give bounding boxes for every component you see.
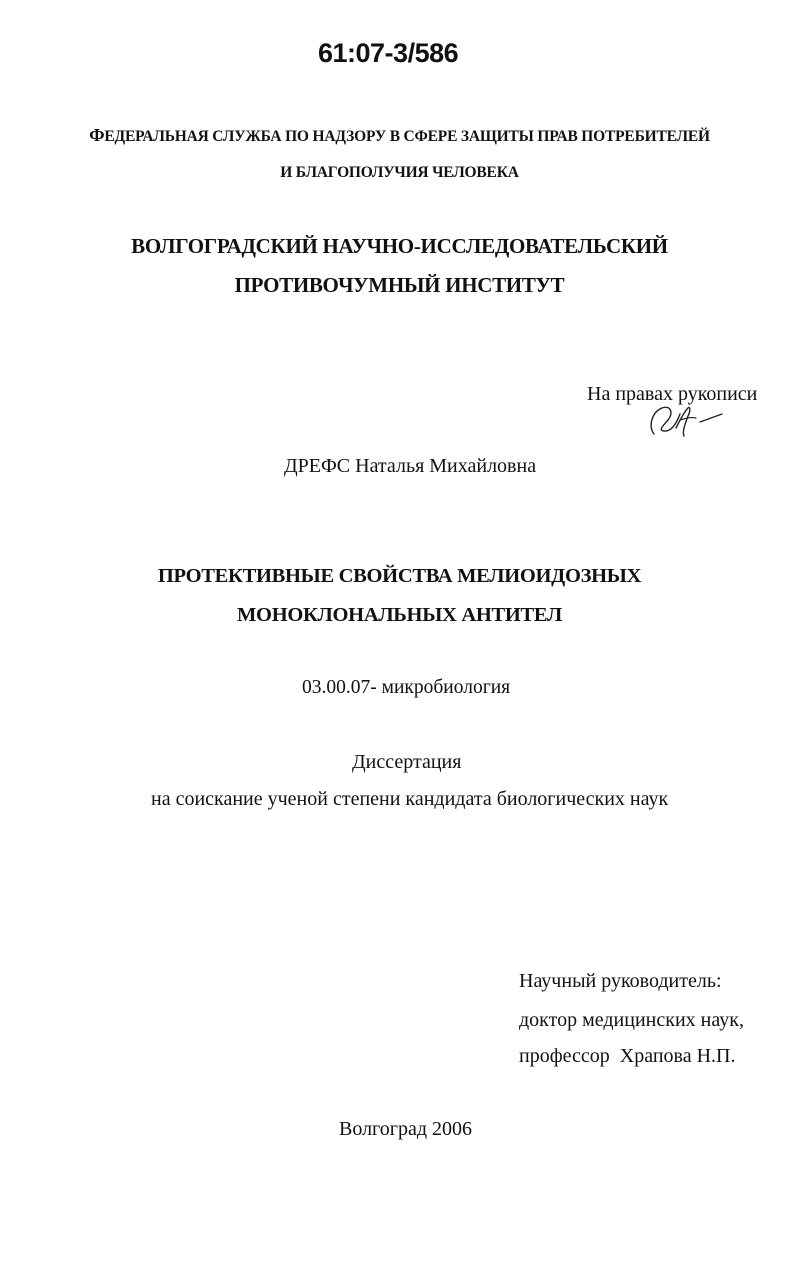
- agency-name-line-1: [0, 125, 799, 146]
- manuscript-rights-note: На правах рукописи: [587, 383, 758, 405]
- catalog-number: 61:07-3/586: [318, 38, 459, 68]
- adviser-degree: доктор медицинских наук,: [519, 1009, 744, 1031]
- agency-name-line-2: И БЛАГОПОЛУЧИЯ ЧЕЛОВЕКА: [280, 164, 519, 181]
- agency-name-rest: ЕДЕРАЛЬНАЯ СЛУЖБА ПО НАДЗОРУ В СФЕРЕ ЗАЩИТЫ ПРАВ ПОТРЕБИТЕЛЕЙ: [104, 128, 710, 145]
- degree-sought: на соискание ученой степени кандидата биологических наук: [151, 788, 669, 810]
- handwritten-signature: [644, 398, 724, 440]
- institute-name-line-1: ВОЛГОГРАДСКИЙ НАУЧНО-ИССЛЕДОВАТЕЛЬСКИЙ: [131, 234, 668, 258]
- specialty-code: 03.00.07- микробиология: [302, 677, 511, 698]
- adviser-name: профессор Храпова Н.П.: [519, 1045, 736, 1067]
- agency-initial-letter: Ф: [89, 125, 105, 145]
- dissertation-title-line-2: МОНОКЛОНАЛЬНЫХ АНТИТЕЛ: [237, 604, 562, 626]
- author-name: ДРЕФС Наталья Михайловна: [284, 455, 537, 477]
- adviser-label: Научный руководитель:: [519, 970, 722, 992]
- city-and-year: Волгоград 2006: [339, 1118, 473, 1140]
- institute-name-line-2: ПРОТИВОЧУМНЫЙ ИНСТИТУТ: [234, 273, 565, 297]
- document-type: Диссертация: [352, 751, 462, 773]
- dissertation-title-line-1: ПРОТЕКТИВНЫЕ СВОЙСТВА МЕЛИОИДОЗНЫХ: [157, 565, 642, 587]
